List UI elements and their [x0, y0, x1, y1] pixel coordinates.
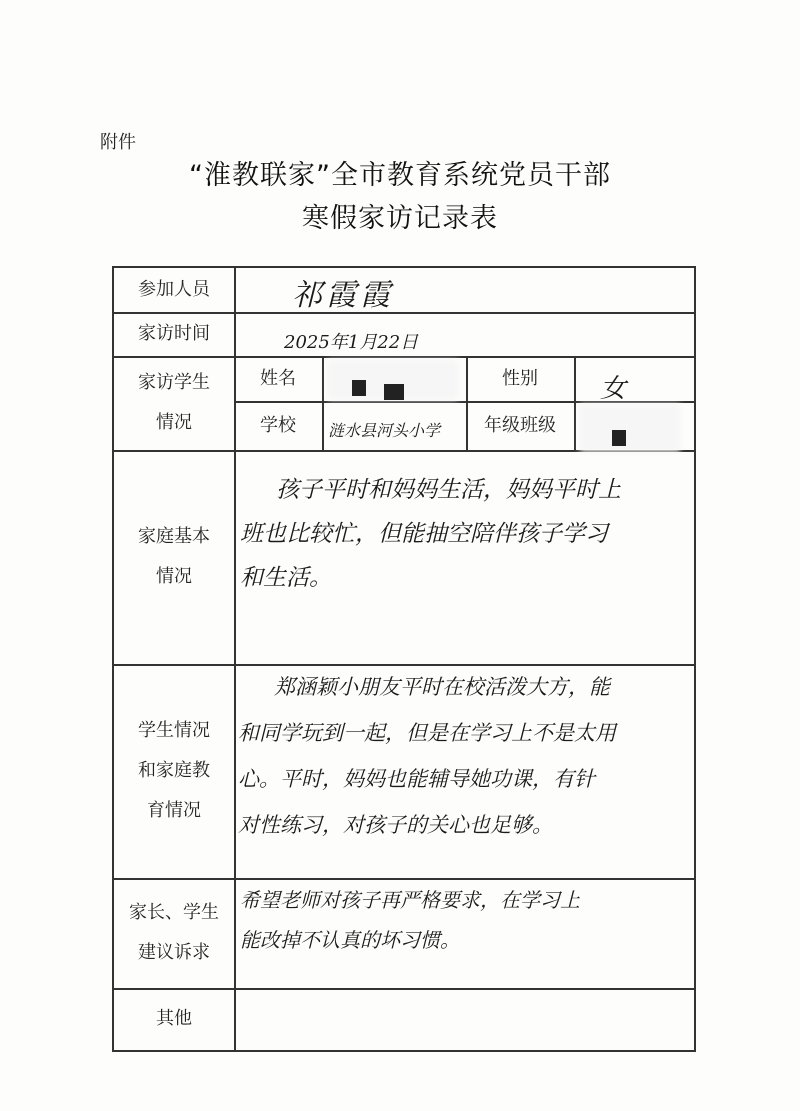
school-value: 涟水县河头小学 [328, 421, 441, 440]
form-title-line1: “淮教联家”全市教育系统党员干部 [189, 160, 611, 191]
grade-redaction-block [612, 430, 626, 446]
student-situation-text: 郑涵颖小朋友平时在校活泼大方，能 和同学玩到一起，但是在学习上不是太用 心。平时，妈妈也能辅导她功课，有针 对性练习，对孩子的关心也足够。 [238, 675, 616, 837]
student-situation-label: 学生情况 和家庭教 育情况 [138, 720, 210, 821]
form-title-line2: 寒假家访记录表 [302, 203, 498, 234]
student-info-label: 家访学生 情况 [138, 372, 210, 433]
name-label: 姓名 [260, 367, 296, 389]
family-situation-text: 孩子平时和妈妈生活，妈妈平时上 班也比较忙，但能抽空陪伴孩子学习 和生活。 [240, 477, 621, 591]
visit-time-value: 2025年1月22日 [284, 332, 419, 353]
grade-label: 年级班级 [484, 414, 556, 436]
grade-redaction [580, 404, 680, 452]
family-label: 家庭基本 情况 [138, 526, 210, 587]
participants-value: 祁霞霞 [292, 278, 394, 313]
visit-record-form [112, 266, 696, 1052]
col-divider [322, 356, 324, 450]
suggestion-text: 希望老师对孩子再严格要求，在学习上 能改掉不认真的坏习惯。 [240, 888, 580, 952]
gender-label: 性别 [502, 367, 538, 389]
gender-value: 女 [600, 374, 627, 404]
school-label: 学校 [260, 414, 296, 436]
visit-time-label: 家访时间 [138, 323, 210, 344]
participants-label: 参加人员 [138, 279, 210, 300]
name-redaction-block [384, 384, 404, 400]
other-label: 其他 [156, 1008, 192, 1029]
col-divider [574, 356, 576, 450]
attachment-label: 附件 [100, 132, 136, 153]
suggestion-label: 家长、学生 建议诉求 [129, 902, 219, 963]
name-redaction-block [352, 380, 366, 396]
